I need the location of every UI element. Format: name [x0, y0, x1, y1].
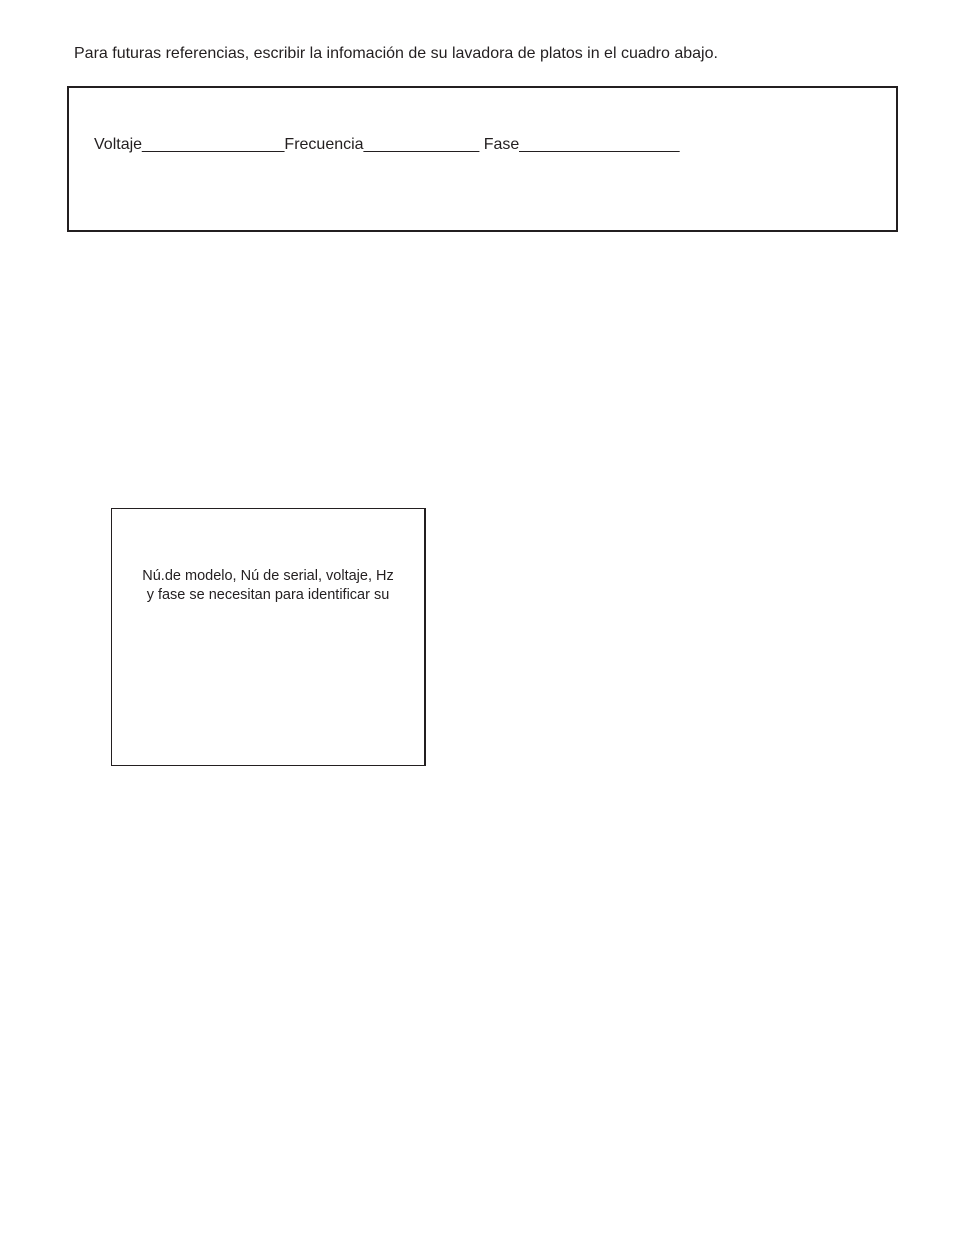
voltage-label: Voltaje — [94, 136, 143, 153]
frequency-blank: _____________ — [363, 136, 480, 153]
appliance-info-box — [67, 86, 898, 232]
note-line-2: y fase se necesitan para identificar su — [146, 587, 390, 603]
identification-note-box — [111, 508, 426, 766]
identification-note-text — [112, 567, 424, 605]
voltage-blank: ________________ — [142, 136, 285, 153]
frequency-label: Frecuencia — [284, 136, 364, 153]
electrical-fields-line — [94, 135, 679, 155]
note-line-1: Nú.de modelo, Nú de serial, voltaje, Hz — [142, 568, 394, 584]
phase-label: Fase — [483, 136, 520, 153]
phase-blank: __________________ — [519, 136, 680, 153]
intro-instruction: Para futuras referencias, escribir la infomación de su lavadora de platos in el cuadro abajo. — [74, 45, 718, 62]
